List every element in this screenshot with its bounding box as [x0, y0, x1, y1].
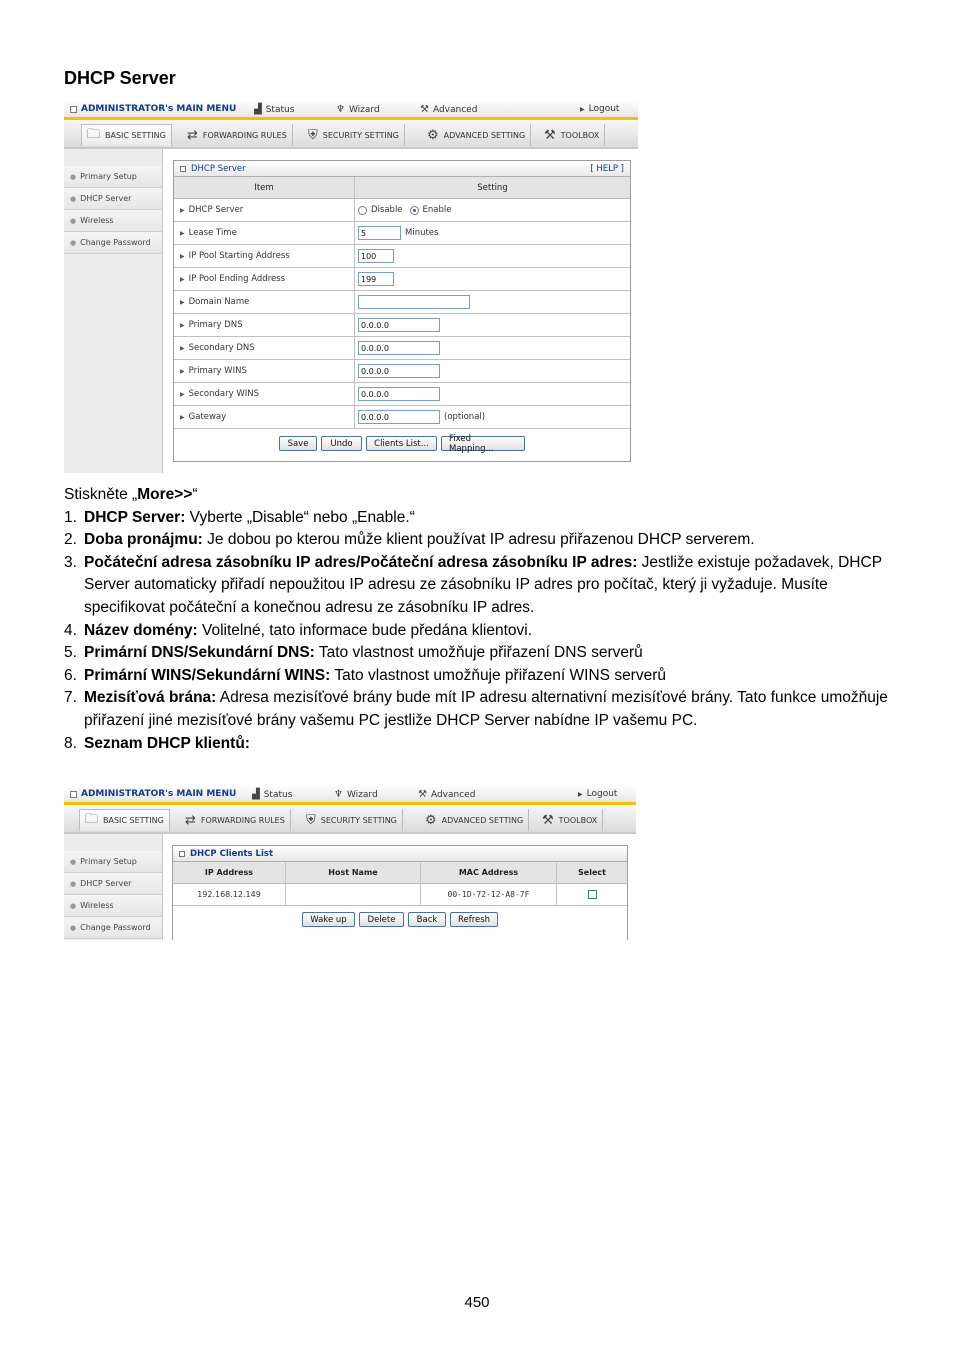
table-row-secondary-dns: ▶ Secondary DNS 0.0.0.0 — [174, 337, 630, 360]
column-header-mac: MAC Address — [421, 862, 557, 883]
arrow-right-icon: ▶ — [580, 105, 585, 113]
tab-toolbox[interactable]: ⚒ TOOLBOX — [537, 809, 603, 831]
tab-bar — [64, 120, 638, 149]
fixed-mapping-button[interactable]: Fixed Mapping... — [441, 436, 525, 451]
list-item: 3. Počáteční adresa zásobníku IP adres/Počáteční adresa zásobníku IP adres: Jestliže existuje požadavek, DHCP Server automaticky přiřadí nepoužitou IP adresu ze zásobníku IP adres pro počítač, který ji vyžaduje. Musíte specifikovat počáteční a konečnou adresu ze zásobníku IP adres. — [64, 553, 882, 616]
sidebar-item-wireless[interactable]: ● Wireless — [64, 210, 162, 232]
gateway-input[interactable]: 0.0.0.0 — [358, 410, 440, 424]
sidebar-item-primary-setup[interactable]: ● Primary Setup — [64, 166, 162, 188]
toolbox-icon: ⚒ — [542, 812, 554, 828]
table-row-pool-start: ▶ IP Pool Starting Address 100 — [174, 245, 630, 268]
arrow-right-icon: ▶ — [180, 367, 185, 375]
sidebar — [64, 149, 163, 473]
column-header-ip: IP Address — [173, 862, 286, 883]
column-header-setting: Setting — [477, 182, 508, 193]
advanced-setting-icon: ⚙ — [425, 812, 437, 828]
client-mac: 00-1D-72-12-A8-7F — [421, 884, 557, 905]
dhcp-clients-panel — [172, 845, 628, 940]
status-link[interactable]: ▟ Status — [254, 104, 295, 115]
security-icon: ⛨ — [306, 812, 316, 828]
sidebar-item-wireless[interactable]: ● Wireless — [64, 895, 162, 917]
table-row-secondary-wins: ▶ Secondary WINS 0.0.0.0 — [174, 383, 630, 406]
toolbox-icon: ⚒ — [544, 127, 556, 143]
save-button[interactable]: Save — [279, 436, 317, 451]
sidebar — [64, 834, 163, 940]
select-checkbox[interactable] — [588, 890, 597, 899]
panel-square-icon — [179, 851, 185, 857]
primary-wins-input[interactable]: 0.0.0.0 — [358, 364, 440, 378]
pool-start-input[interactable]: 100 — [358, 249, 394, 263]
dhcp-server-panel — [173, 160, 631, 462]
lease-time-input[interactable]: 5 — [358, 226, 401, 240]
table-row-primary-dns: ▶ Primary DNS 0.0.0.0 — [174, 314, 630, 337]
arrow-right-icon: ▶ — [180, 206, 185, 214]
security-icon: ⛨ — [308, 127, 318, 143]
sidebar-item-dhcp-server[interactable]: ● DHCP Server — [64, 188, 162, 210]
column-header-item: Item — [174, 177, 355, 198]
list-item: 2. Doba pronájmu: Je dobou po kterou může klient používat IP adresu přiřazenou DHCP serverem. — [64, 531, 755, 549]
list-item: 6. Primární WINS/Sekundární WINS: Tato vlastnost umožňuje přiřazení WINS serverů — [64, 666, 666, 684]
tab-bar — [64, 805, 636, 834]
logout-link[interactable]: ▶ Logout — [578, 789, 618, 799]
table-row-gateway: ▶ Gateway 0.0.0.0 (optional) — [174, 406, 630, 429]
content-area — [64, 149, 638, 473]
table-row-pool-end: ▶ IP Pool Ending Address 199 — [174, 268, 630, 291]
pool-end-input[interactable]: 199 — [358, 272, 394, 286]
tab-forwarding-rules[interactable]: ⇄ FORWARDING RULES — [182, 124, 293, 146]
sidebar-item-change-password[interactable]: ● Change Password — [64, 232, 162, 254]
advanced-icon: ⚒ — [418, 789, 427, 800]
list-item: 7. Mezisíťová brána: Adresa mezisíťové brány bude mít IP adresu alternativní mezisíťové brány. Tato funkce umožňuje přiřazení jiné mezisíťové brány vašemu PC jestliže DHCP Server nabídne IP vašemu PC. — [64, 689, 888, 729]
wizard-icon: ♆ — [334, 789, 343, 800]
wake-up-button[interactable]: Wake up — [302, 912, 355, 927]
arrow-right-icon: ▶ — [180, 321, 185, 329]
advanced-link[interactable]: ⚒ Advanced — [418, 789, 476, 800]
tab-basic-setting[interactable]: 🗀 BASIC SETTING — [79, 809, 170, 831]
main-menu-link[interactable]: ADMINISTRATOR's MAIN MENU — [70, 789, 236, 799]
secondary-dns-input[interactable]: 0.0.0.0 — [358, 341, 440, 355]
status-icon: ▟ — [252, 789, 260, 800]
wizard-link[interactable]: ♆ Wizard — [334, 789, 378, 800]
advanced-setting-icon: ⚙ — [427, 127, 439, 143]
router-screenshot-dhcp — [64, 100, 638, 473]
logout-link[interactable]: ▶ Logout — [580, 104, 620, 114]
top-menu-bar — [64, 785, 636, 805]
menu-square-icon — [70, 106, 77, 113]
arrow-right-icon: ▶ — [578, 790, 583, 798]
domain-name-input[interactable] — [358, 295, 470, 309]
list-item: 5. Primární DNS/Sekundární DNS: Tato vlastnost umožňuje přiřazení DNS serverů — [64, 644, 643, 662]
page-number: 450 — [464, 1294, 490, 1311]
list-item: 8. Seznam DHCP klientů: — [64, 734, 250, 752]
wizard-link[interactable]: ♆ Wizard — [336, 104, 380, 115]
arrow-right-icon: ▶ — [180, 229, 185, 237]
secondary-wins-input[interactable]: 0.0.0.0 — [358, 387, 440, 401]
client-ip: 192.168.12.149 — [173, 884, 286, 905]
instructions — [64, 484, 904, 755]
client-host — [286, 884, 421, 905]
refresh-button[interactable]: Refresh — [450, 912, 498, 927]
arrow-right-icon: ▶ — [180, 344, 185, 352]
panel-title: DHCP Clients List — [173, 846, 627, 862]
panel-title: DHCP Server [ HELP ] — [174, 161, 630, 177]
tab-advanced-setting[interactable]: ⚙ ADVANCED SETTING — [422, 124, 531, 146]
list-item: 4. Název domény: Volitelné, tato informace bude předána klientovi. — [64, 621, 533, 639]
menu-square-icon — [70, 791, 77, 798]
tab-toolbox[interactable]: ⚒ TOOLBOX — [539, 124, 605, 146]
table-row-dhcp-server: ▶ DHCP Server Disable Enable — [174, 199, 630, 222]
folder-icon: 🗀 — [87, 126, 101, 142]
advanced-icon: ⚒ — [420, 104, 429, 115]
status-link[interactable]: ▟ Status — [252, 789, 293, 800]
table-row-primary-wins: ▶ Primary WINS 0.0.0.0 — [174, 360, 630, 383]
arrow-right-icon: ▶ — [180, 252, 185, 260]
status-icon: ▟ — [254, 104, 262, 115]
main-menu-link[interactable]: ADMINISTRATOR's MAIN MENU — [70, 104, 236, 114]
button-row — [174, 429, 630, 454]
column-header-select: Select — [578, 868, 606, 877]
help-link[interactable]: [ HELP ] — [590, 163, 624, 174]
tab-basic-setting[interactable]: 🗀 BASIC SETTING — [81, 124, 172, 146]
sidebar-item-dhcp-server[interactable]: ● DHCP Server — [64, 873, 162, 895]
forwarding-icon: ⇄ — [187, 127, 198, 143]
clients-list-button[interactable]: Clients List... — [366, 436, 437, 451]
tab-advanced-setting[interactable]: ⚙ ADVANCED SETTING — [420, 809, 529, 831]
disable-radio[interactable] — [358, 206, 367, 215]
tab-security-setting[interactable]: ⛨ SECURITY SETTING — [303, 124, 405, 146]
table-header — [174, 177, 630, 199]
section-heading: DHCP Server — [64, 68, 176, 88]
top-menu-bar — [64, 100, 638, 120]
content-area — [64, 834, 636, 940]
forwarding-icon: ⇄ — [185, 812, 196, 828]
undo-button[interactable]: Undo — [321, 436, 362, 451]
table-header — [173, 862, 627, 884]
router-screenshot-clients — [64, 785, 636, 940]
wizard-icon: ♆ — [336, 104, 345, 115]
tab-forwarding-rules[interactable]: ⇄ FORWARDING RULES — [180, 809, 291, 831]
arrow-right-icon: ▶ — [180, 298, 185, 306]
arrow-right-icon: ▶ — [180, 275, 185, 283]
folder-icon: 🗀 — [85, 811, 99, 827]
column-header-host: Host Name — [286, 862, 421, 883]
arrow-right-icon: ▶ — [180, 413, 185, 421]
list-item: 1. DHCP Server: Vyberte „Disable“ nebo „Enable.“ — [64, 508, 415, 526]
enable-radio[interactable] — [410, 206, 419, 215]
table-row-lease-time: ▶ Lease Time 5 Minutes — [174, 222, 630, 245]
arrow-right-icon: ▶ — [180, 390, 185, 398]
primary-dns-input[interactable]: 0.0.0.0 — [358, 318, 440, 332]
intro-line: Stiskněte „More>>“ — [64, 486, 198, 503]
advanced-link[interactable]: ⚒ Advanced — [420, 104, 478, 115]
sidebar-item-change-password[interactable]: ● Change Password — [64, 917, 162, 939]
back-button[interactable]: Back — [408, 912, 446, 927]
table-row — [173, 884, 627, 906]
delete-button[interactable]: Delete — [359, 912, 404, 927]
button-row — [173, 906, 627, 927]
panel-square-icon — [180, 166, 186, 172]
table-row-domain-name: ▶ Domain Name — [174, 291, 630, 314]
sidebar-item-primary-setup[interactable]: ● Primary Setup — [64, 851, 162, 873]
tab-security-setting[interactable]: ⛨ SECURITY SETTING — [301, 809, 403, 831]
